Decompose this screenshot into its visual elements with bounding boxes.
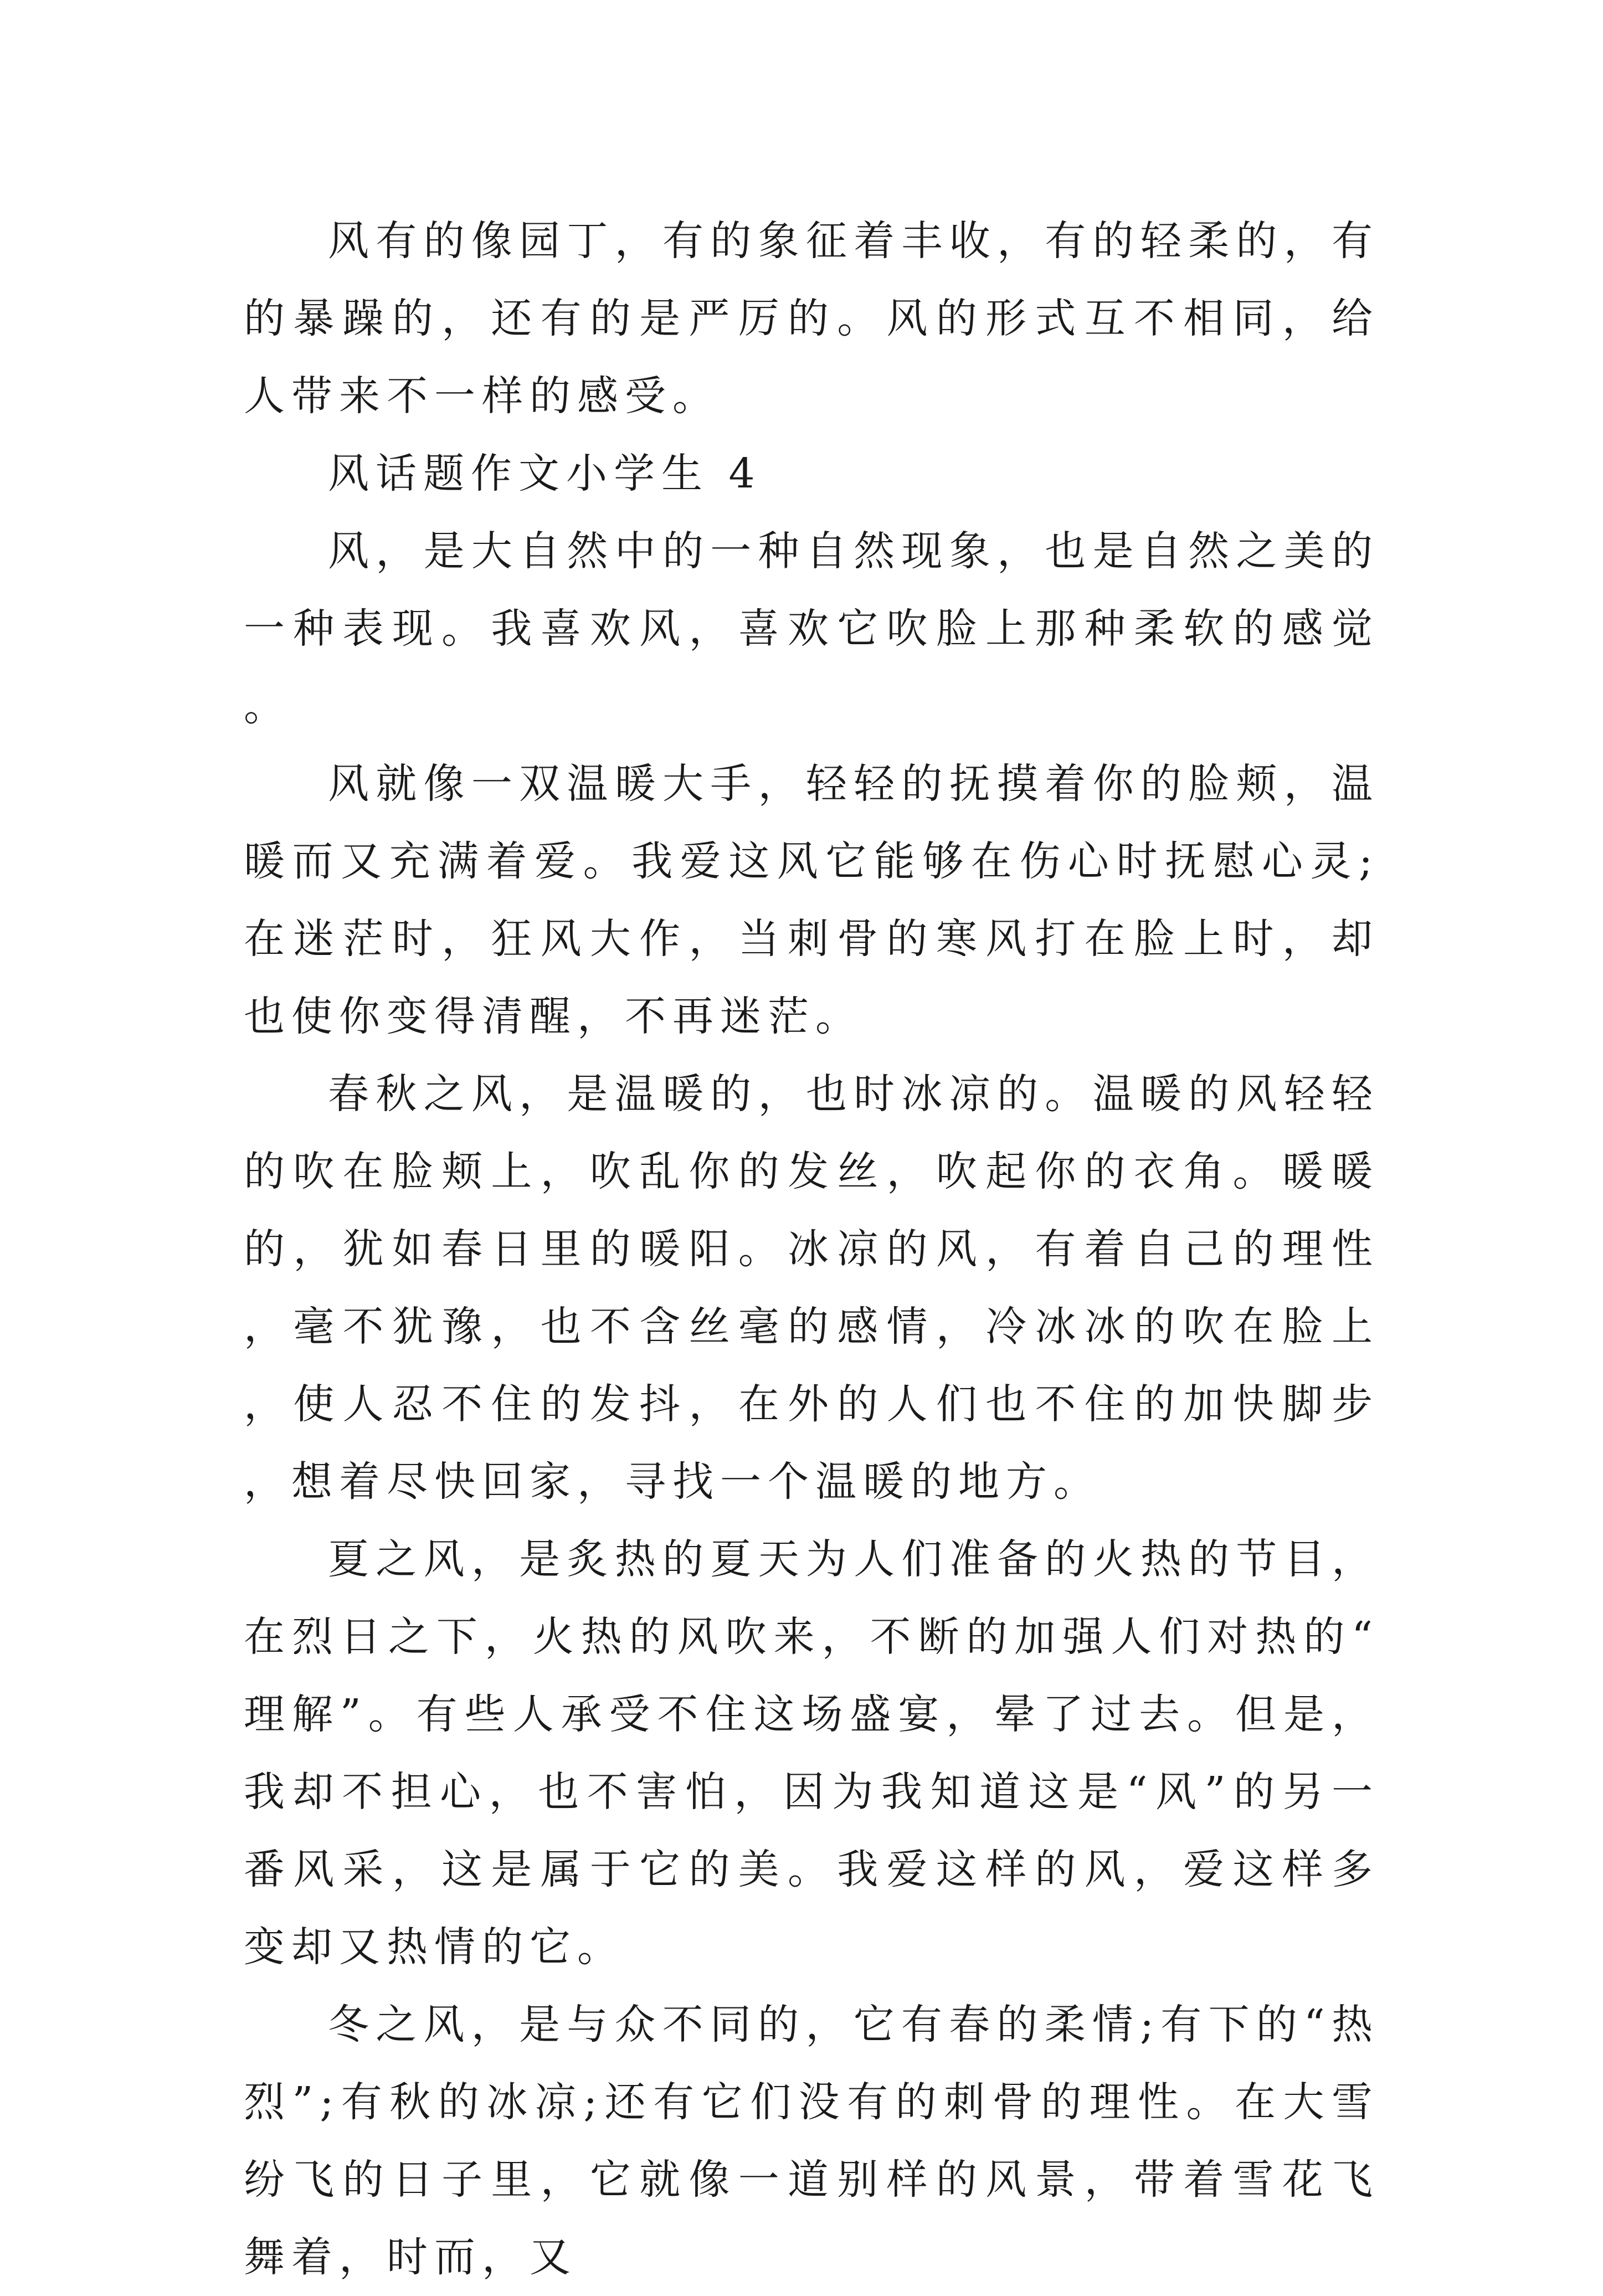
section-heading: 风话题作文小学生 4 — [328, 450, 762, 497]
paragraph-gardener-wind: 风有的像园丁，有的象征着丰收，有的轻柔的，有的暴躁的，还有的是严厉的。风的形式互不相同，给人带来不一样的感受。 — [244, 217, 1379, 420]
paragraph-intro: 风，是大自然中的一种自然现象，也是自然之美的一种表现。我喜欢风，喜欢它吹脸上那种柔软的感觉。 — [244, 527, 1379, 730]
paragraph-winter: 冬之风，是与众不同的，它有春的柔情;有下的“热烈”;有秋的冰凉;还有它们没有的刺骨的理性。在大雪纷飞的日子里，它就像一道别样的风景，带着雪花飞舞着，时而，又 — [244, 2001, 1379, 2281]
paragraph-summer: 夏之风，是炙热的夏天为人们准备的火热的节目，在烈日之下，火热的风吹来，不断的加强人们对热的“理解”。有些人承受不住这场盛宴，晕了过去。但是，我却不担心，也不害怕，因为我知道这是“风”的另一番风采，这是属于它的美。我爱这样的风，爱这样多变却又热情的它。 — [244, 1535, 1379, 1971]
paragraph-warm-hands: 风就像一双温暖大手，轻轻的抚摸着你的脸颊，温暖而又充满着爱。我爱这风它能够在伤心时抚慰心灵;在迷茫时，狂风大作，当刺骨的寒风打在脸上时，却也使你变得清醒，不再迷茫。 — [244, 760, 1379, 1040]
paragraph-spring-autumn: 春秋之风，是温暖的，也时冰凉的。温暖的风轻轻的吹在脸颊上，吹乱你的发丝，吹起你的衣角。暖暖的，犹如春日里的暖阳。冰凉的风，有着自己的理性，毫不犹豫，也不含丝毫的感情，冷冰冰的吹在脸上，使人忍不住的发抖，在外的人们也不住的加快脚步，想着尽快回家，寻找一个温暖的地方。 — [244, 1070, 1379, 1506]
document-body — [244, 202, 1379, 2296]
